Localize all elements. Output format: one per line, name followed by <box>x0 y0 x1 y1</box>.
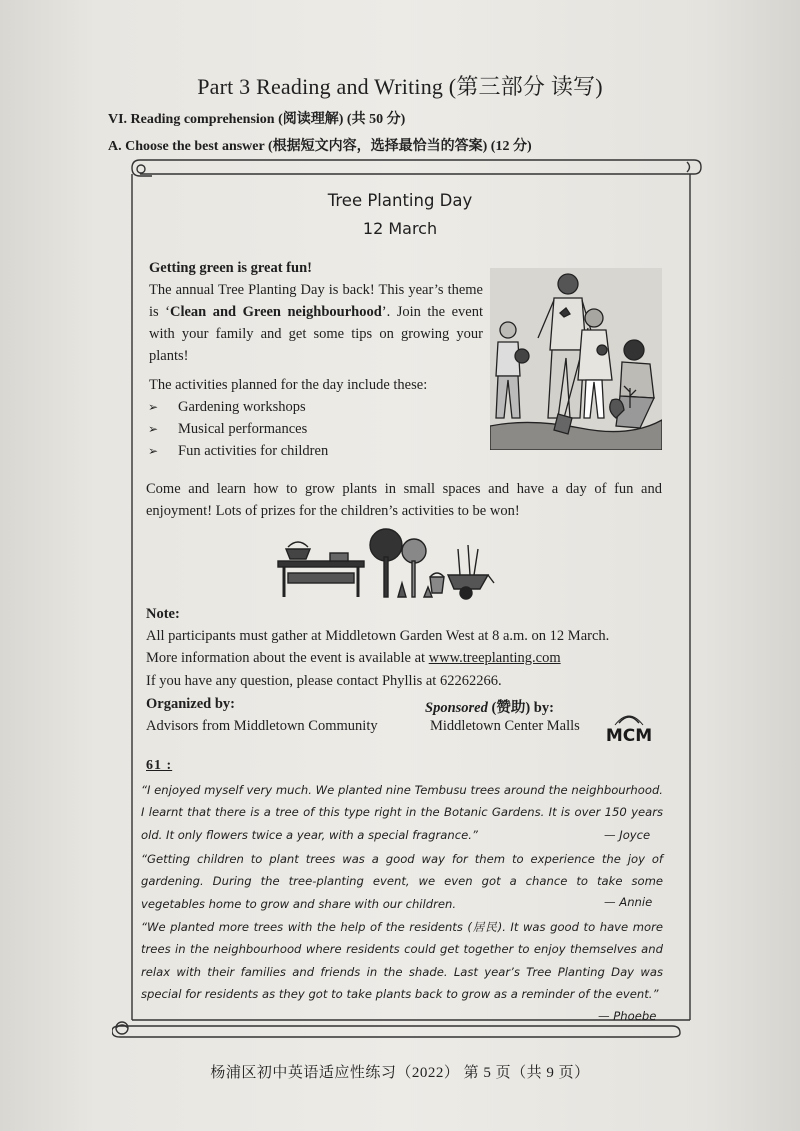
intro-text-1: The annual Tree Planting Day is back! This year’s theme is ‘ <box>149 282 483 320</box>
sponsored-by-label <box>425 696 554 717</box>
sponsor-name: Middletown Center Malls <box>430 718 580 734</box>
activity-item <box>148 418 328 440</box>
note-line-3: If you have any question, please contact Phyllis at 62262266. <box>146 673 502 689</box>
organizer-name: Advisors from Middletown Community <box>146 718 378 734</box>
intro-text-2: ’. Join the event with your family and get some tips on growing your plants! <box>149 304 483 364</box>
organized-by-label: Organized by: <box>146 696 236 712</box>
theme-text: Clean and Green neighbourhood <box>170 304 382 320</box>
activity-label: Gardening workshops <box>178 399 306 415</box>
mcm-logo <box>597 713 661 743</box>
activity-label: Fun activities for children <box>178 443 329 459</box>
quote-author-phoebe: — Phoebe <box>598 1009 657 1023</box>
quote-annie: “Getting children to plant trees was a good way for them to experience the joy of gardening. During the tree-planting event, we even got a chance to take some vegetables home to grow and share with our children. <box>141 852 663 911</box>
activities-list <box>148 396 328 462</box>
quote-phoebe: “We planted more trees with the help of the residents (居民). It was good to have more trees in the neighbourhood where residents could get together to enjoy themselves and relax with their families and friends in the shade. Last year’s Tree Planting Day was special for residents as they got to take plants back to grow as a reminder of the event.” <box>141 920 663 1002</box>
page-footer: 杨浦区初中英语适应性练习（2022） 第 5 页（共 9 页） <box>210 1065 590 1081</box>
activity-item <box>148 440 328 462</box>
sponsored-cn: (赞助) by: <box>487 700 554 716</box>
activity-item <box>148 396 328 418</box>
event-website-link[interactable]: www.treeplanting.com <box>428 650 561 666</box>
part-title: Part 3 Reading and Writing (第三部分 读写) <box>197 74 603 99</box>
bullet-arrow-icon: ➢ <box>148 422 159 436</box>
quote-joyce: “I enjoyed myself very much. We planted nine Tembusu trees around the neighbourhood. I learnt that there is a tree of this type right in the Botanic Gardens. It is over 150 years old. It only flowers twice a year, with a special fragrance.” <box>141 783 663 842</box>
note-line-2-text: More information about the event is available at <box>146 650 429 666</box>
event-date: 12 March <box>362 219 438 238</box>
section-a-heading: A. Choose the best answer (根据短文内容，选择最恰当的答案) (12 分) <box>108 139 532 154</box>
sponsored-word: Sponsored <box>425 700 488 716</box>
intro-headline: Getting green is great fun! <box>149 260 312 276</box>
garden-tools-illustration <box>274 527 496 601</box>
bullet-arrow-icon: ➢ <box>148 400 159 414</box>
family-planting-illustration <box>490 268 662 450</box>
intro-paragraph <box>149 257 483 367</box>
section-vi-heading: VI. Reading comprehension (阅读理解) (共 50 分) <box>108 112 406 127</box>
quote-author-joyce: — Joyce <box>604 828 651 842</box>
note-title: Note: <box>146 606 180 622</box>
activities-intro: The activities planned for the day include these: <box>149 377 428 393</box>
learn-paragraph: Come and learn how to grow plants in small spaces and have a day of fun and enjoyment! Lots of prizes for the children’s activities to be won! <box>146 481 662 519</box>
question-number: 61 : <box>146 758 173 773</box>
quote-author-annie: — Annie <box>604 895 653 909</box>
event-title: Tree Planting Day <box>327 191 473 210</box>
bullet-arrow-icon: ➢ <box>148 444 159 458</box>
mcm-logo-text: MCM <box>605 726 653 743</box>
note-line-2 <box>146 650 561 667</box>
note-line-1: All participants must gather at Middletown Garden West at 8 a.m. on 12 March. <box>146 628 610 644</box>
activity-label: Musical performances <box>178 421 308 437</box>
